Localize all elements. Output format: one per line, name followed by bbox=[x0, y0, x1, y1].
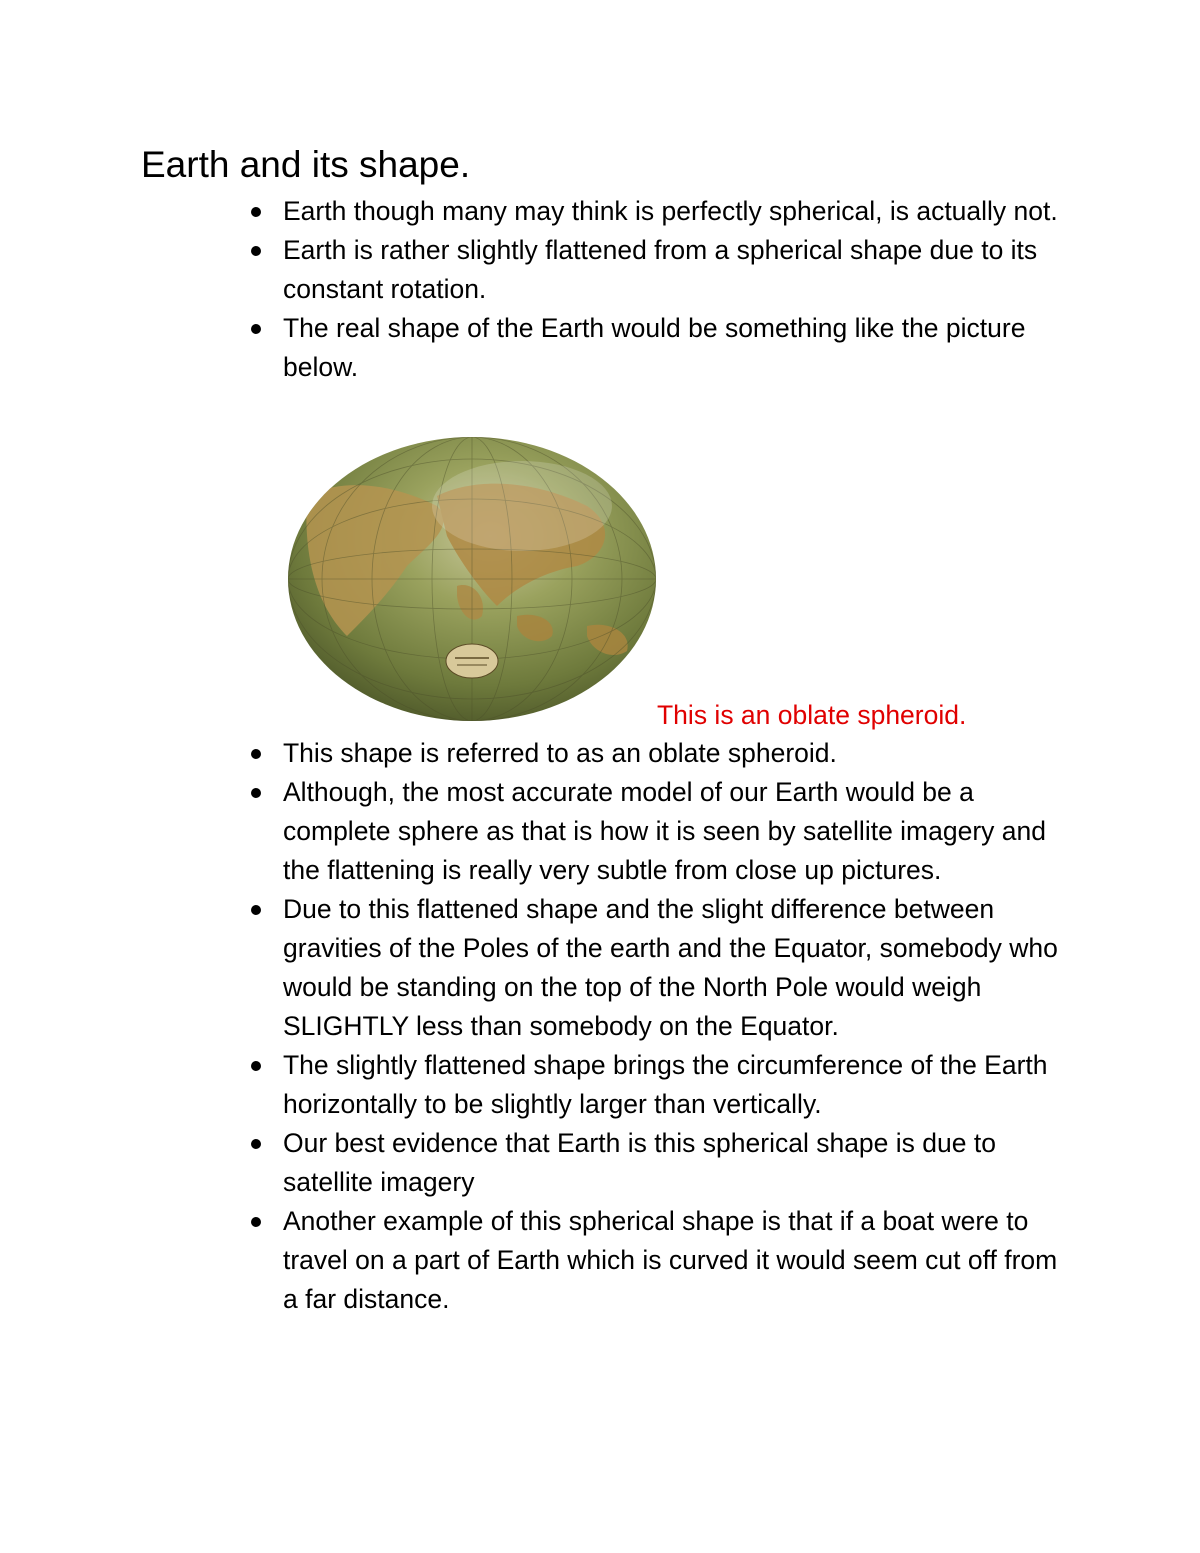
oblate-globe-image bbox=[287, 436, 657, 722]
bullet-icon bbox=[251, 207, 261, 217]
page-title: Earth and its shape. bbox=[141, 144, 471, 185]
list-item bbox=[0, 890, 1073, 1046]
list-item-text: Although, the most accurate model of our Earth would be a complete sphere as that is how it is seen by satellite imagery and the flattening is really very subtle from close up pictures. bbox=[283, 777, 1047, 885]
bullet-icon bbox=[251, 246, 261, 256]
globe-illustration bbox=[287, 436, 657, 722]
bullet-icon bbox=[251, 1217, 261, 1227]
list-item bbox=[0, 1046, 1073, 1124]
bullet-icon bbox=[251, 324, 261, 334]
list-item bbox=[0, 1124, 1073, 1202]
list-item bbox=[0, 309, 1073, 387]
bullet-list-bottom bbox=[0, 734, 1073, 1319]
list-item-text: Earth is rather slightly flattened from a spherical shape due to its constant rotation. bbox=[283, 235, 1038, 304]
list-item bbox=[0, 773, 1073, 890]
list-item-text: Due to this flattened shape and the slight difference between gravities of the Poles of the earth and the Equator, somebody who would be standing on the top of the North Pole would weigh SLIGHTLY less than somebody on the Equator. bbox=[283, 894, 1058, 1041]
bullet-list-top bbox=[0, 192, 1073, 387]
list-item-text: This shape is referred to as an oblate spheroid. bbox=[283, 738, 837, 768]
list-item bbox=[0, 734, 1073, 773]
list-item-text: The real shape of the Earth would be something like the picture below. bbox=[283, 313, 1026, 382]
list-item bbox=[0, 1202, 1073, 1319]
list-item bbox=[0, 192, 1073, 231]
list-item bbox=[0, 231, 1073, 309]
bullet-icon bbox=[251, 1061, 261, 1071]
list-item-text: The slightly flattened shape brings the circumference of the Earth horizontally to be slightly larger than vertically. bbox=[283, 1050, 1048, 1119]
bullet-icon bbox=[251, 788, 261, 798]
list-item-text: Earth though many may think is perfectly spherical, is actually not. bbox=[283, 196, 1058, 226]
bullet-icon bbox=[251, 1139, 261, 1149]
list-item-text: Another example of this spherical shape is that if a boat were to travel on a part of Earth which is curved it would seem cut off from a far distance. bbox=[283, 1206, 1058, 1314]
globe-cartouche bbox=[446, 644, 498, 678]
bullet-icon bbox=[251, 749, 261, 759]
list-item-text: Our best evidence that Earth is this spherical shape is due to satellite imagery bbox=[283, 1128, 996, 1197]
figure-caption: This is an oblate spheroid. bbox=[657, 700, 967, 730]
bullet-icon bbox=[251, 905, 261, 915]
